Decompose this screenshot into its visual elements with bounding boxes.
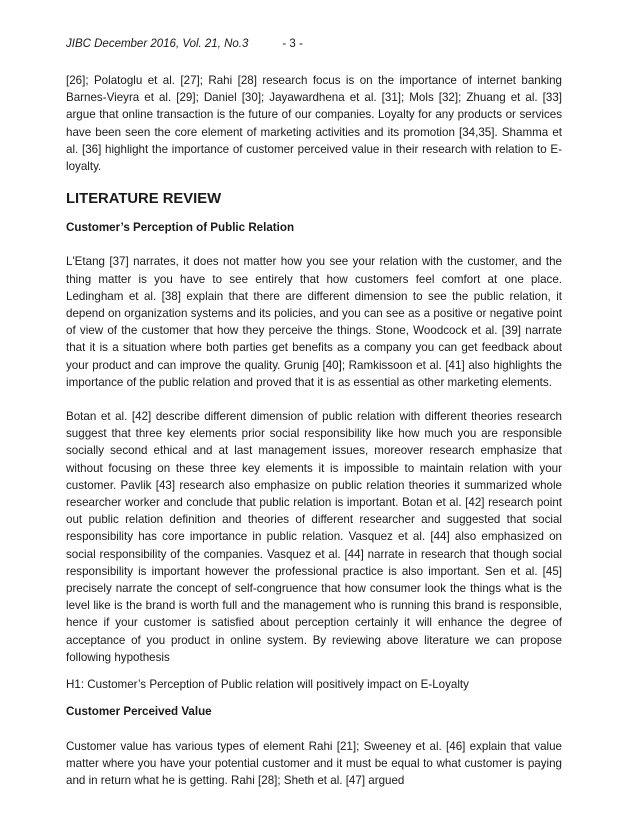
paragraph-public-relation-2: Botan et al. [42] describe different dimension of public relation with different theories research suggest that three key elements prior social responsibility like how much you are responsible socially second ethical and at last management issues, moreover research emphasize that without focusing on these three key elements it is impossible to maintain relation with your customer. Pavlik [43] research also emphasize on public relation theories it summarized whole researcher worker and conclude that public relation is important. Botan et al. [42] research point out public relation definition and theories of different researcher and suggested that social responsibility has core importance in public relation. Vasquez et al. [44] also emphasized on social responsibility of the companies. Vasquez et al. [44] narrate in research that though social responsibility is important however the professional practice is also important. Sen et al. [45] precisely narrate the concept of self-congruence that how consumer look the things what is the level like is the brand is worth full and the management who is running this brand is responsible, hence if your customer is satisfied about perception certainly it will enhance the degree of acceptance of you product in online system. By reviewing above literature we can propose following hypothesis <box>66 410 562 664</box>
section-heading: LITERATURE REVIEW <box>66 191 222 208</box>
journal-citation: JIBC December 2016, Vol. 21, No.3 <box>66 38 249 50</box>
running-header <box>66 38 303 50</box>
page-number: - 3 - <box>282 38 303 50</box>
hypothesis-h1: H1: Customer’s Perception of Public relation will positively impact on E-Loyalty <box>66 678 469 692</box>
paragraph-perceived-value-1: Customer value has various types of element Rahi [21]; Sweeney et al. [46] explain that value matter where you have your potential customer and it must be equal to what customer is paying and in return what he is getting. Rahi [28]; Sheth et al. [47] argued <box>66 739 562 787</box>
paragraph-public-relation-1: L'Etang [37] narrates, it does not matter how you see your relation with the customer, and the thing matter is you have to see entirely that how customers feel comfort at one place. Ledingham et al. [38] explain that there are different dimension to see the public relation, it depend on organization systems and its policies, and you can see as a positive or negative point of view of the customer that how they perceive the things. Stone, Woodcock et al. [39] narrate that it is a situation where both parties get benefits as a company you can get feedback about your product and can improve the quality. Grunig [40]; Ramkissoon et al. [41] also highlights the importance of the public relation and proved that it is as essential as other marketing elements. <box>66 255 562 389</box>
intro-paragraph: [26]; Polatoglu et al. [27]; Rahi [28] research focus is on the importance of internet banking Barnes-Vieyra et al. [29]; Daniel [30]; Jayawardhena et al. [31]; Mols [32]; Zhuang et al. [33] argue that online transaction is the future of our companies. Loyalty for any products or services have been seen the core element of marketing activities and its promotion [34,35]. Shamma et al. [36] highlight the importance of customer perceived value in their research with relation to E-loyalty. <box>66 74 562 174</box>
subsection-heading-perceived-value: Customer Perceived Value <box>66 705 212 719</box>
subsection-heading-public-relation: Customer’s Perception of Public Relation <box>66 221 295 235</box>
body-text <box>66 72 562 789</box>
